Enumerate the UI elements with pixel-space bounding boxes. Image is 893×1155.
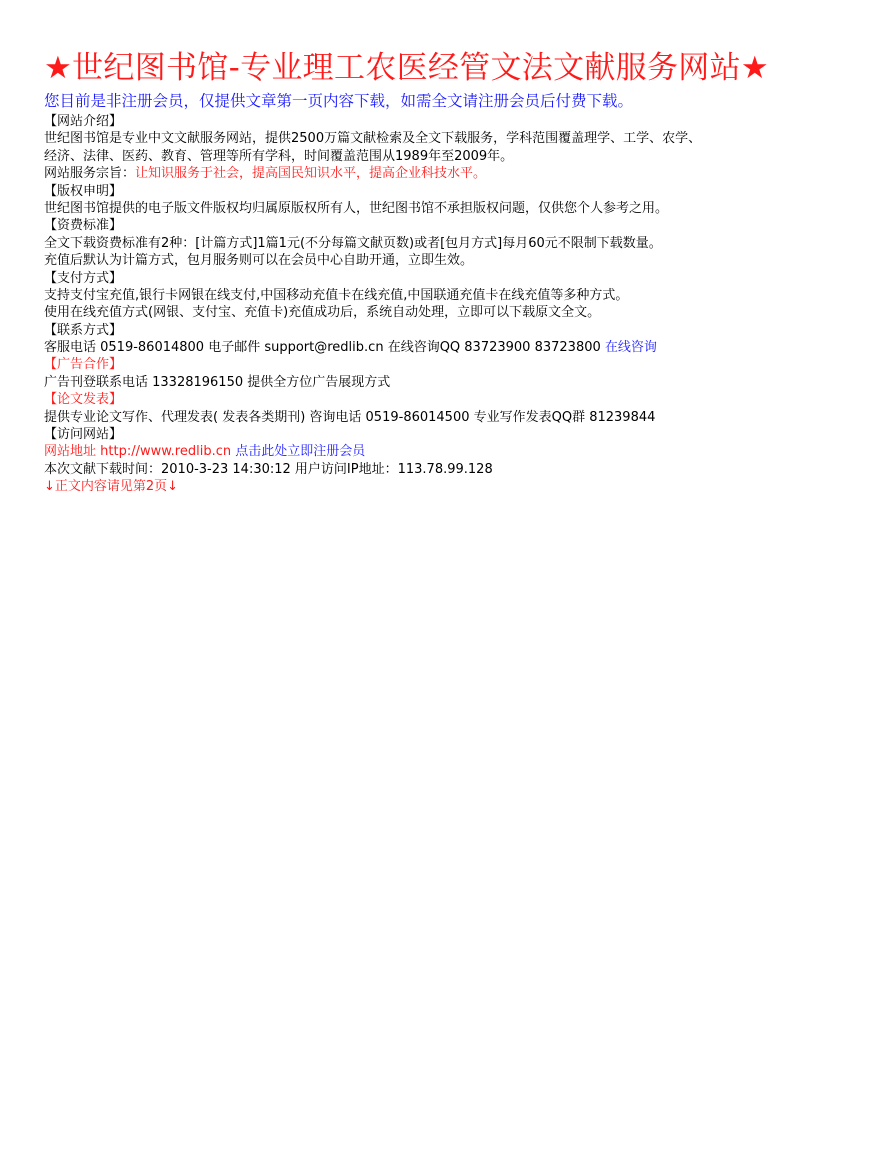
- service-purpose: [44, 165, 884, 182]
- visit-heading: 【访问网站】: [44, 427, 123, 443]
- intro-heading: 【网站介绍】: [44, 114, 123, 129]
- payment-text-line-1: 支持支付宝充值,银行卡网银在线支付,中国移动充值卡在线充值,中国联通充值卡在线充值等多种方式。: [44, 287, 629, 303]
- online-consult-link[interactable]: 在线咨询: [604, 340, 657, 356]
- member-notice: 您目前是非注册会员，仅提供文章第一页内容下载，如需全文请注册会员后付费下载。: [44, 92, 634, 110]
- contact-text: 客服电话 0519-86014800 电子邮件 support@redlib.cn 在线咨询QQ 83723900 83723800: [44, 340, 605, 356]
- fees-text-line-1: 全文下载资费标准有2种：[计篇方式]1篇1元(不分每篇文献页数)或者[包月方式]每月60元不限制下载数量。: [44, 235, 662, 251]
- ads-text: 广告刊登联系电话 13328196150 提供全方位广告展现方式: [44, 374, 391, 390]
- contact-info: [44, 339, 884, 356]
- intro-text-line-2: 经济、法律、医药、教育、管理等所有学科，时间覆盖范围从1989年至2009年。: [44, 148, 514, 164]
- payment-heading: 【支付方式】: [44, 270, 123, 286]
- next-page-hint: ↓正文内容请见第2页↓: [44, 479, 179, 495]
- papers-text: 提供专业论文写作、代理发表( 发表各类期刊) 咨询电话 0519-86014500 专业写作发表QQ群 81239844: [44, 409, 656, 425]
- copyright-heading: 【版权申明】: [44, 183, 123, 199]
- ads-heading: 【广告合作】: [44, 357, 123, 373]
- papers-heading: 【论文发表】: [44, 392, 123, 408]
- document-content: [44, 92, 884, 496]
- page-title: ★世纪图书馆-专业理工农医经管文法文献服务网站★: [44, 50, 769, 86]
- copyright-text: 世纪图书馆提供的电子版文件版权均归属原版权所有人，世纪图书馆不承担版权问题，仅供您个人参考之用。: [44, 200, 669, 216]
- payment-text-line-2: 使用在线充值方式(网银、支付宝、充值卡)充值成功后，系统自动处理，立即可以下载原文全文。: [44, 305, 601, 321]
- contact-heading: 【联系方式】: [44, 322, 123, 338]
- fees-text-line-2: 充值后默认为计篇方式，包月服务则可以在会员中心自助开通，立即生效。: [44, 253, 474, 269]
- visit-info: [44, 443, 884, 460]
- register-link[interactable]: 点击此处立即注册会员: [231, 444, 366, 460]
- intro-text-line-1: 世纪图书馆是专业中文文献服务网站，提供2500万篇文献检索及全文下载服务，学科范围覆盖理学、工学、农学、: [44, 131, 702, 147]
- service-purpose-label: 网站服务宗旨：: [44, 166, 136, 182]
- fees-heading: 【资费标准】: [44, 218, 123, 234]
- site-url-link[interactable]: http://www.redlib.cn: [100, 444, 232, 460]
- site-address-label: 网站地址: [44, 444, 101, 460]
- service-purpose-text: 让知识服务于社会，提高国民知识水平，提高企业科技水平。: [135, 166, 487, 182]
- download-info: 本次文献下载时间：2010-3-23 14:30:12 用户访问IP地址：113.78.99.128: [44, 461, 493, 477]
